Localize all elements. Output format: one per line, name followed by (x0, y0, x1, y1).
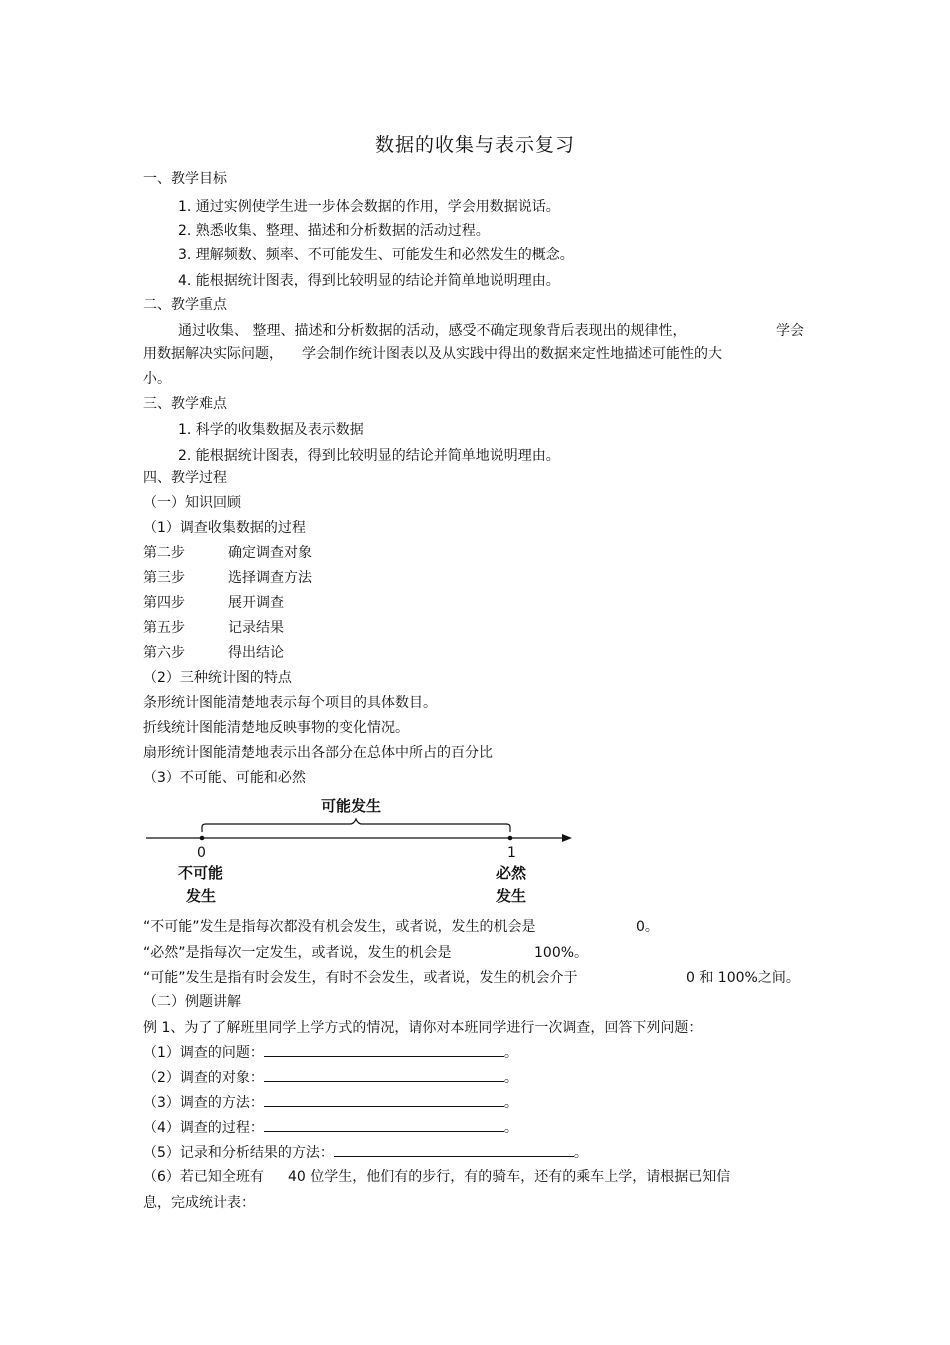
question-label: （2）调查的对象： (143, 1070, 264, 1086)
question-label: （1）调查的问题： (143, 1045, 264, 1061)
step-text: 得出结论 (228, 645, 284, 661)
answer-blank[interactable] (264, 1094, 504, 1107)
answer-blank[interactable] (334, 1144, 574, 1157)
section-heading-focus: 二、教学重点 (143, 297, 227, 313)
definition-value: 0。 (636, 919, 659, 935)
goal-item: 2. 熟悉收集、整理、描述和分析数据的活动过程。 (178, 223, 490, 239)
question-end: 。 (503, 1095, 518, 1111)
focus-text: 学会 (776, 323, 804, 339)
step-number: 第二步 (143, 545, 185, 561)
step-text: 选择调查方法 (228, 570, 312, 586)
possible-label: 可能发生 (321, 797, 382, 815)
step-text: 确定调查对象 (228, 545, 312, 561)
fill-question (143, 1144, 588, 1162)
question-label: （3）调查的方法： (143, 1095, 264, 1111)
chart-feature-line: 条形统计图能清楚地表示每个项目的具体数目。 (143, 695, 437, 711)
possible-range-brace (202, 819, 510, 832)
focus-text: 用数据解决实际问题， (143, 346, 283, 362)
one-point (508, 836, 513, 841)
impossible-label: 不可能 (178, 864, 224, 882)
step-number: 第三步 (143, 570, 185, 586)
arrow-head-icon (562, 834, 572, 842)
question-six-text: 息，完成统计表： (143, 1195, 255, 1211)
question-heading: （1）调查收集数据的过程 (143, 520, 306, 536)
answer-blank[interactable] (264, 1044, 504, 1057)
definition-value: 0 和 100%之间。 (686, 970, 800, 986)
example-statement: 例 1、为了了解班里同学上学方式的情况，请你对本班同学进行一次调查，回答下列问题： (143, 1020, 703, 1036)
goal-item: 1. 通过实例使学生进一步体会数据的作用，学会用数据说话。 (178, 199, 560, 215)
definition-text: “必然”是指每次一定发生，或者说，发生的机会是 (143, 945, 452, 961)
impossible-label: 发生 (186, 887, 217, 905)
question-end: 。 (573, 1145, 588, 1161)
step-number: 第六步 (143, 645, 185, 661)
fill-question (143, 1069, 518, 1087)
answer-blank[interactable] (264, 1119, 504, 1132)
zero-point (200, 836, 205, 841)
chart-feature-line: 折线统计图能清楚地反映事物的变化情况。 (143, 720, 409, 736)
section-heading-difficulty: 三、教学难点 (143, 396, 227, 412)
definition-value: 100%。 (534, 945, 589, 961)
question-label: （5）记录和分析结果的方法： (143, 1145, 334, 1161)
fill-question (143, 1044, 518, 1062)
question-end: 。 (503, 1070, 518, 1086)
step-number: 第五步 (143, 620, 185, 636)
question-end: 。 (503, 1045, 518, 1061)
page-title: 数据的收集与表示复习 (374, 134, 575, 156)
focus-text: 通过收集、 整理、描述和分析数据的活动，感受不确定现象背后表现出的规律性， (178, 323, 687, 339)
question-six-text: 40 位学生，他们有的步行，有的骑车，还有的乘车上学，请根据已知信 (288, 1169, 731, 1185)
question-six-text: （6）若已知全班有 (143, 1169, 264, 1185)
definition-text: “可能”发生是指有时会发生，有时不会发生，或者说，发生的机会介于 (143, 970, 578, 986)
goal-item: 3. 理解频数、频率、不可能发生、可能发生和必然发生的概念。 (178, 247, 574, 263)
fill-question (143, 1094, 518, 1112)
section-heading-process: 四、教学过程 (143, 470, 227, 486)
subheading: （一）知识回顾 (143, 495, 241, 511)
step-text: 记录结果 (228, 620, 284, 636)
difficulty-item: 2. 能根据统计图表，得到比较明显的结论并简单地说明理由。 (178, 448, 560, 464)
step-text: 展开调查 (228, 595, 284, 611)
one-label: 1 (507, 845, 516, 861)
step-number: 第四步 (143, 595, 185, 611)
difficulty-item: 1. 科学的收集数据及表示数据 (178, 422, 364, 438)
fill-question (143, 1119, 518, 1137)
goal-item: 4. 能根据统计图表，得到比较明显的结论并简单地说明理由。 (178, 273, 560, 289)
zero-label: 0 (197, 845, 206, 861)
question-heading: （3）不可能、可能和必然 (143, 770, 306, 786)
definition-text: “不可能”发生是指每次都没有机会发生，或者说，发生的机会是 (143, 919, 536, 935)
question-label: （4）调查的过程： (143, 1120, 264, 1136)
question-end: 。 (503, 1120, 518, 1136)
chart-feature-line: 扇形统计图能清楚地表示出各部分在总体中所占的百分比 (143, 745, 493, 761)
certain-label: 发生 (496, 887, 527, 905)
question-heading: （2）三种统计图的特点 (143, 670, 292, 686)
focus-text: 小。 (143, 371, 171, 387)
subheading: （二）例题讲解 (143, 994, 241, 1010)
certain-label: 必然 (496, 864, 527, 882)
focus-text: 学会制作统计图表以及从实践中得出的数据来定性地描述可能性的大 (302, 346, 722, 362)
answer-blank[interactable] (264, 1069, 504, 1082)
section-heading-goals: 一、教学目标 (143, 171, 227, 187)
